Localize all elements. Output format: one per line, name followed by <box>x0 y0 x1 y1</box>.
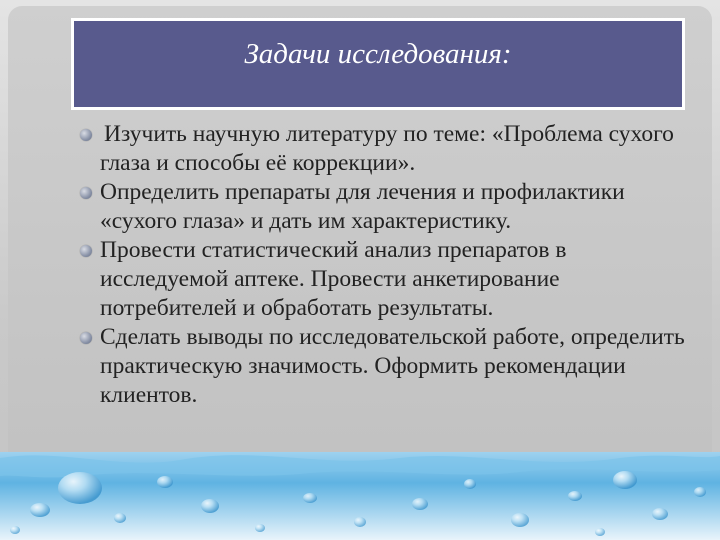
bullet-text: Изучить научную литературу по теме: «Проблема сухого глаза и способы её коррекции». <box>100 121 674 176</box>
water-drops-decoration <box>0 440 720 540</box>
list-item <box>78 323 698 410</box>
title-box <box>71 18 685 110</box>
slide-title: Задачи исследования: <box>244 38 512 70</box>
list-item <box>78 178 698 236</box>
list-item <box>78 120 698 178</box>
bullet-text: Сделать выводы по исследовательской работе, определить практическую значимость. Оформить рекомендации клиентов. <box>100 324 685 408</box>
list-item <box>78 236 698 323</box>
bullet-dot-icon <box>80 129 92 141</box>
bullet-list <box>78 120 698 410</box>
bullet-dot-icon <box>80 332 92 344</box>
bullet-text: Определить препараты для лечения и профилактики «сухого глаза» и дать им характеристику. <box>100 179 625 234</box>
bullet-dot-icon <box>80 245 92 257</box>
bullet-text: Провести статистический анализ препаратов в исследуемой аптеке. Провести анкетирование потребителей и обработать результаты. <box>100 237 567 321</box>
bullet-dot-icon <box>80 187 92 199</box>
